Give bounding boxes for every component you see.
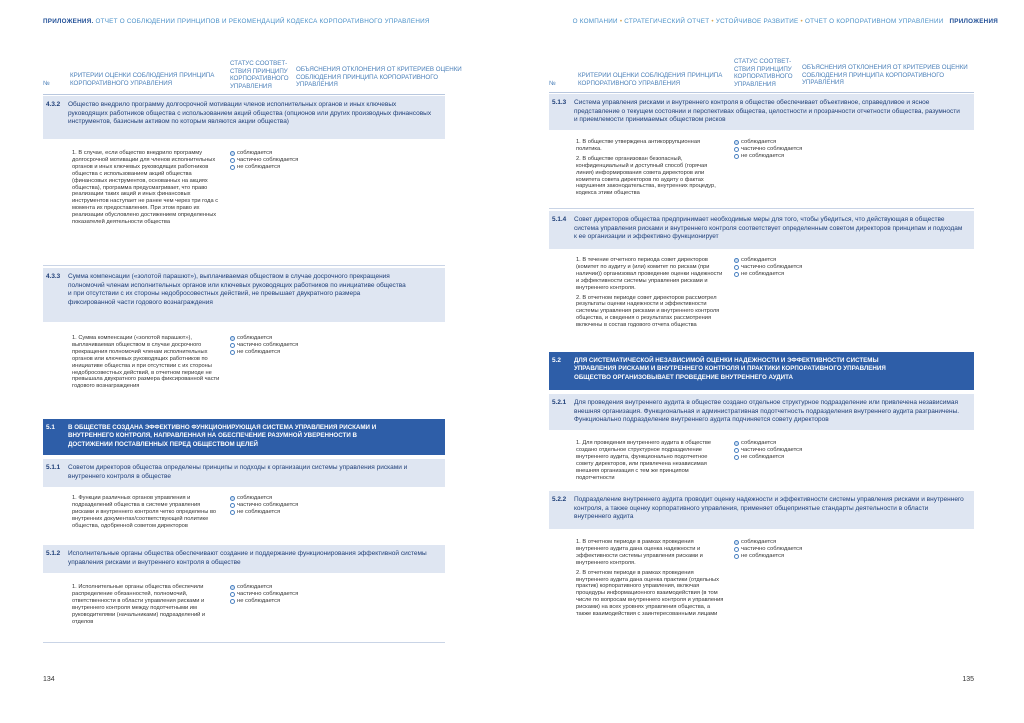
principle-row-5-2 bbox=[549, 352, 974, 390]
right-page: О КОМПАНИИ • СТРАТЕГИЧЕСКИЙ ОТЧЕТ • УСТОЙЧИВОЕ РАЗВИТИЕ • ОТЧЕТ О КОРПОРАТИВНОМ УПРАВЛЕНИИ ПРИЛОЖЕНИЯ № КРИТЕРИИ ОЦЕНКИ СОБЛЮДЕНИЯ ПРИНЦИПА КОРПОРАТИВНОГО УПРАВЛЕНИЯ СТАТУС СООТВЕТ-СТВИЯ ПРИНЦИПУ КОРПОРАТИВНОГО УПРАВЛЕНИЯ ОБЪЯСНЕНИЯ ОТКЛОНЕНИЯ ОТ КРИТЕРИЕВ ОЦЕНКИ СОБЛЮДЕНИЯ ПРИНЦИПА КОРПОРАТИВНОГО УПРАВЛЕНИЯ 5.1.3 Система управления рисками и внутреннего контроля в обществе обеспечивает объективное, справедливое и ясное представление о текущем состоянии и перспективах общества, целостности и прозрачности отчетности общества, разумности и приемлемости принимаемых обществом рисков 1. В обществе утверждена антикоррупционная политика. 2. В обществе организован безопасный, конфиденциальный и доступный способ (горячая линия) информирования совета директоров или комитета совета директоров по аудиту о фактах нарушения законодательства, внутренних процедур, кодекса этики общества соблюдается частично соблюдается не соблюдается 5.1.4 Совет директоров общества предпринимает необходимые меры для того, чтобы убедиться, что действующая в обществе система управления рисками и внутреннего контроля соответствует определенным советом директоров принципам и подходам к ее организации и эффективно функционирует 1. В течение отчетного периода совет директоров (комитет по аудиту и (или) комитет по рискам (при наличии)) организовал проведение оценки надежности и эффективности системы управления рисками и внутреннего контроля. 2. В отчетном периоде совет директоров рассмотрел результаты оценки надежности и эффективности системы управления рисками и внутреннего контроля общества, и сведения о результатах рассмотрения включены в состав годового отчета общества соблюдается частично соблюдается не соблюдается 5.2 ДЛЯ СИСТЕМАТИЧЕСКОЙ НЕЗАВИСИМОЙ ОЦЕНКИ НАДЕЖНОСТИ И ЭФФЕКТИВНОСТИ СИСТЕМЫ УПРАВЛЕНИЯ РИСКАМИ И ВНУТРЕННЕГО КОНТРОЛЯ И ПРАКТИКИ КОРПОРАТИВНОГО УПРАВЛЕНИЯ ОБЩЕСТВО ОРГАНИЗОВЫВАЕТ ПРОВЕДЕНИЕ ВНУТРЕННЕГО АУДИТА 5.2.1 Для проведения внутреннего аудита в обществе создано отдельное структурное подразделение или привлечена независимая внешняя организация. Функциональная и административная подотчетность подразделения внутреннего аудита разграничены. Функционально подразделение внутреннего аудита подчиняется совету директоров 1. Для проведения внутреннего аудита в обществе создано отдельное структурное подразделение внутреннего аудита, функционально подотчетное совету директоров, или привлечена независимая внешняя организация с тем же принципом подотчетности соблюдается частично соблюдается не соблюдается 5.2.2 Подразделение внутреннего аудита проводит оценку надежности и эффективности системы управления рисками и внутреннего контроля, а также оценку корпоративного управления, применяет общепринятые стандарты деятельности в области внутреннего аудита 1. В отчетном периоде в рамках проведения внутреннего аудита дана оценка надежности и эффективности системы управления рисками и внутреннего контроля. 2. В отчетном периоде в рамках проведения внутреннего аудита дана оценка практики (отдельных практик) корпоративного управления, включая процедуры информационного взаимодействия (в том числе по вопросам внутреннего контроля и управления рисками) на всех уровнях управления общества, а также взаимодействия с заинтересованными лицами соблюдается частично соблюдается не соблюдается 135 bbox=[512, 0, 1024, 723]
running-header-left bbox=[43, 18, 430, 25]
principle-row-4-3-3 bbox=[43, 268, 445, 322]
status-partial: частично соблюдается bbox=[734, 146, 802, 153]
status-group bbox=[734, 257, 802, 278]
radio-icon bbox=[734, 265, 739, 270]
principle-text: Совет директоров общества предпринимает необходимые меры для того, чтобы убедиться, что действующая в обществе система управления рисками и внутреннего контроля соответствует определенным советом директоров принципам и подходам к ее организации и эффективно функционирует bbox=[574, 216, 963, 241]
radio-icon bbox=[230, 510, 235, 515]
status-complied: соблюдается bbox=[734, 539, 802, 546]
status-complied: соблюдается bbox=[734, 139, 802, 146]
criteria-cell bbox=[576, 257, 726, 329]
status-complied: соблюдается bbox=[230, 335, 298, 342]
nav-strategic-report[interactable]: СТРАТЕГИЧЕСКИЙ ОТЧЕТ bbox=[624, 18, 710, 25]
principle-text: В ОБЩЕСТВЕ СОЗДАНА ЭФФЕКТИВНО ФУНКЦИОНИРУЮЩАЯ СИСТЕМА УПРАВЛЕНИЯ РИСКАМИ И ВНУТРЕННЕГО КОНТРОЛЯ, НАПРАВЛЕННАЯ НА ОБЕСПЕЧЕНИЕ РАЗУМНОЙ УВЕРЕННОСТИ В ДОСТИЖЕНИИ ПОСТАВЛЕННЫХ ПЕРЕД ОБЩЕСТВОМ ЦЕЛЕЙ bbox=[68, 424, 377, 448]
status-group bbox=[734, 539, 802, 560]
criteria-cell bbox=[72, 335, 222, 390]
radio-icon bbox=[230, 599, 235, 604]
status-partial: частично соблюдается bbox=[230, 342, 298, 349]
status-complied: соблюдается bbox=[734, 257, 802, 264]
principle-number: 5.1.4 bbox=[552, 216, 567, 223]
nav-governance-report[interactable]: ОТЧЕТ О КОРПОРАТИВНОМ УПРАВЛЕНИИ bbox=[804, 18, 944, 25]
principle-number: 4.3.3 bbox=[46, 273, 61, 280]
nav-about[interactable]: О КОМПАНИИ bbox=[572, 18, 618, 25]
radio-icon bbox=[734, 554, 739, 559]
criteria-cell bbox=[576, 440, 726, 481]
principle-number: 5.1.2 bbox=[46, 550, 61, 557]
principle-text: Исполнительные органы общества обеспечивают создание и поддержание функционирования эффективной системы управления рисками и внутреннего контроля в обществе bbox=[68, 550, 427, 566]
radio-checked-icon bbox=[230, 336, 235, 341]
principle-text: Советом директоров общества определены принципы и подходы к организации системы управления рисками и внутреннего контроля в обществе bbox=[68, 464, 408, 480]
status-partial: частично соблюдается bbox=[230, 157, 298, 164]
radio-checked-icon bbox=[734, 140, 739, 145]
radio-icon bbox=[734, 547, 739, 552]
col-status-header: СТАТУС СООТВЕТ-СТВИЯ ПРИНЦИПУ КОРПОРАТИВНОГО УПРАВЛЕНИЯ bbox=[230, 60, 289, 90]
radio-icon bbox=[230, 503, 235, 508]
principle-number: 4.3.2 bbox=[46, 101, 61, 108]
radio-checked-icon bbox=[230, 585, 235, 590]
principle-row-5-1-1 bbox=[43, 459, 445, 487]
running-header-right: О КОМПАНИИ • СТРАТЕГИЧЕСКИЙ ОТЧЕТ • УСТОЙЧИВОЕ РАЗВИТИЕ • ОТЧЕТ О КОРПОРАТИВНОМ УПРАВЛЕНИИ ПРИЛОЖЕНИЯ bbox=[572, 18, 998, 25]
col-status-header: СТАТУС СООТВЕТ-СТВИЯ ПРИНЦИПУ КОРПОРАТИВНОГО УПРАВЛЕНИЯ bbox=[734, 58, 793, 88]
criterion-text: 1. Для проведения внутреннего аудита в обществе создано отдельное структурное подразделение внутреннего аудита, функционально подотчетное совету директоров, или привлечена независимая внешняя организация с тем же принципом подотчетности bbox=[576, 440, 711, 481]
criteria-cell bbox=[72, 150, 222, 226]
criteria-cell bbox=[72, 584, 222, 625]
status-not-complied: не соблюдается bbox=[734, 553, 802, 560]
criterion-text: 1. Исполнительные органы общества обеспечили распределение обязанностей, полномочий, ответственности в области управления рисками и внутреннего контроля между подотчетными им руководителями (начальниками) подразделений и отделов bbox=[72, 584, 206, 625]
principle-row-4-3-2 bbox=[43, 96, 445, 139]
principle-row-5-1-4 bbox=[549, 211, 974, 249]
radio-checked-icon bbox=[734, 540, 739, 545]
principle-number: 5.2.2 bbox=[552, 496, 567, 503]
status-partial: частично соблюдается bbox=[230, 591, 298, 598]
principle-row-5-2-2 bbox=[549, 491, 974, 529]
status-group bbox=[230, 335, 298, 356]
status-not-complied: не соблюдается bbox=[734, 454, 802, 461]
left-page: ПРИЛОЖЕНИЯ. ОТЧЕТ О СОБЛЮДЕНИИ ПРИНЦИПОВ И РЕКОМЕНДАЦИЙ КОДЕКСА КОРПОРАТИВНОГО УПРАВЛЕНИЯ № КРИТЕРИИ ОЦЕНКИ СОБЛЮДЕНИЯ ПРИНЦИПА КОРПОРАТИВНОГО УПРАВЛЕНИЯ СТАТУС СООТВЕТ-СТВИЯ ПРИНЦИПУ КОРПОРАТИВНОГО УПРАВЛЕНИЯ ОБЪЯСНЕНИЯ ОТКЛОНЕНИЯ ОТ КРИТЕРИЕВ ОЦЕНКИ СОБЛЮДЕНИЯ ПРИНЦИПА КОРПОРАТИВНОГО УПРАВЛЕНИЯ 4.3.2 Общество внедрило программу долгосрочной мотивации членов исполнительных органов и иных ключевых руководящих работников общества с использованием акций общества (опционов или других производных финансовых инструментов, базисным активом по которым являются акции общества) 1. В случае, если общество внедрило программу долгосрочной мотивации для членов исполнительных органов и иных ключевых руководящих работников общества с использованием акций общества (финансовых инструментов, основанных на акциях общества), программа предусматривает, что право реализации таких акций и иных финансовых инструментов наступает не ранее чем через три года с момента их предоставления. При этом право их реализации обусловлено достижением определенных показателей деятельности общества соблюдается частично соблюдается не соблюдается 4.3.3 Сумма компенсации («золотой парашют»), выплачиваемая обществом в случае досрочного прекращения полномочий членам исполнительных органов или ключевых руководящих работников по инициативе общества и при отсутствии с их стороны недобросовестных действий, не превышает двукратного размера фиксированной части годового вознаграждения 1. Сумма компенсации («золотой парашют»), выплачиваемая обществом в случае досрочного прекращения полномочий членам исполнительных органов или ключевых руководящих работников по инициативе общества и при отсутствии с их стороны недобросовестных действий, в отчетном периоде не превышала двукратного размера фиксированной части годового вознаграждения соблюдается частично соблюдается не соблюдается 5.1 В ОБЩЕСТВЕ СОЗДАНА ЭФФЕКТИВНО ФУНКЦИОНИРУЮЩАЯ СИСТЕМА УПРАВЛЕНИЯ РИСКАМИ И ВНУТРЕННЕГО КОНТРОЛЯ, НАПРАВЛЕННАЯ НА ОБЕСПЕЧЕНИЕ РАЗУМНОЙ УВЕРЕННОСТИ В ДОСТИЖЕНИИ ПОСТАВЛЕННЫХ ПЕРЕД ОБЩЕСТВОМ ЦЕЛЕЙ 5.1.1 Советом директоров общества определены принципы и подходы к организации системы управления рисками и внутреннего контроля в обществе 1. Функции различных органов управления и подразделений общества в системе управления рисками и внутреннего контроля четко определены во внутренних документах/соответствующей политике общества, одобренной советом директоров соблюдается частично соблюдается не соблюдается 5.1.2 Исполнительные органы общества обеспечивают создание и поддержание функционирования эффективной системы управления рисками и внутреннего контроля в обществе 1. Исполнительные органы общества обеспечили распределение обязанностей, полномочий, ответственности в области управления рисками и внутреннего контроля между подотчетными им руководителями (начальниками) подразделений и отделов соблюдается частично соблюдается не соблюдается 134 bbox=[0, 0, 512, 723]
criterion-text: 2. В отчетном периоде совет директоров рассмотрел результаты оценки надежности и эффективности системы управления рисками и внутреннего контроля общества, и сведения о результатах рассмотрения включены в состав годового отчета общества bbox=[576, 294, 720, 329]
status-complied: соблюдается bbox=[230, 584, 298, 591]
principle-number: 5.1 bbox=[46, 424, 55, 431]
criteria-cell bbox=[576, 139, 726, 197]
radio-icon bbox=[734, 448, 739, 453]
status-complied: соблюдается bbox=[734, 440, 802, 447]
header-section: ПРИЛОЖЕНИЯ. bbox=[43, 18, 94, 25]
criteria-cell bbox=[576, 539, 726, 618]
col-explanation-header: ОБЪЯСНЕНИЯ ОТКЛОНЕНИЯ ОТ КРИТЕРИЕВ ОЦЕНКИ СОБЛЮДЕНИЯ ПРИНЦИПА КОРПОРАТИВНОГО УПРАВЛЕНИЯ bbox=[296, 66, 462, 89]
status-not-complied: не соблюдается bbox=[230, 164, 298, 171]
criterion-text: 1. В отчетном периоде в рамках проведения внутреннего аудита дана оценка надежности и эффективности системы управления рисками и внутреннего контроля. bbox=[576, 539, 703, 566]
principle-text: ДЛЯ СИСТЕМАТИЧЕСКОЙ НЕЗАВИСИМОЙ ОЦЕНКИ НАДЕЖНОСТИ И ЭФФЕКТИВНОСТИ СИСТЕМЫ УПРАВЛЕНИЯ РИСКАМИ И ВНУТРЕННЕГО КОНТРОЛЯ И ПРАКТИКИ КОРПОРАТИВНОГО УПРАВЛЕНИЯ ОБЩЕСТВО ОРГАНИЗОВЫВАЕТ ПРОВЕДЕНИЕ ВНУТРЕННЕГО АУДИТА bbox=[574, 357, 886, 381]
nav-appendices[interactable]: ПРИЛОЖЕНИЯ bbox=[949, 18, 998, 25]
col-explanation-header: ОБЪЯСНЕНИЯ ОТКЛОНЕНИЯ ОТ КРИТЕРИЕВ ОЦЕНКИ СОБЛЮДЕНИЯ ПРИНЦИПА КОРПОРАТИВНОГО УПРАВЛЕНИЯ bbox=[802, 64, 968, 87]
nav-sustainability[interactable]: УСТОЙЧИВОЕ РАЗВИТИЕ bbox=[715, 18, 799, 25]
status-complied: соблюдается bbox=[230, 150, 298, 157]
principle-row-5-1-3 bbox=[549, 94, 974, 130]
principle-text: Общество внедрило программу долгосрочной мотивации членов исполнительных органов и иных ключевых руководящих работников общества с использованием акций общества (опционов или других производных финансовых инструментов, базисным активом по которым являются акции общества) bbox=[68, 101, 432, 126]
criterion-text: 1. В обществе утверждена антикоррупционная политика. bbox=[576, 139, 701, 152]
principle-text: Сумма компенсации («золотой парашют»), выплачиваемая обществом в случае досрочного прекращения полномочий членам исполнительных органов или ключевых руководящих работников по инициативе общества и при отсутствии с их стороны недобросовестных действий, не превышает двукратного размера фиксированной части годового вознаграждения bbox=[68, 273, 406, 306]
radio-checked-icon bbox=[734, 441, 739, 446]
radio-icon bbox=[230, 165, 235, 170]
status-group bbox=[734, 440, 802, 461]
principle-number: 5.2.1 bbox=[552, 399, 567, 406]
criteria-cell bbox=[72, 495, 222, 530]
criterion-text: 1. Сумма компенсации («золотой парашют»), выплачиваемая обществом в случае досрочного прекращения полномочий членам исполнительных органов или ключевых руководящих работников по инициативе общества и при отсутствии с их стороны недобросовестных действий, в отчетном периоде не превышала двукратного размера фиксированной части годового вознаграждения bbox=[72, 335, 220, 390]
status-complied: соблюдается bbox=[230, 495, 298, 502]
principle-number: 5.2 bbox=[552, 357, 561, 364]
principle-row-5-1-2 bbox=[43, 545, 445, 573]
principle-text: Система управления рисками и внутреннего контроля в обществе обеспечивает объективное, справедливое и ясное представление о текущем состоянии и перспективах общества, целостности и прозрачности отчетности общества, разумности и приемлемости принимаемых обществом рисков bbox=[574, 99, 960, 124]
status-not-complied: не соблюдается bbox=[230, 509, 298, 516]
status-partial: частично соблюдается bbox=[230, 502, 298, 509]
status-group bbox=[230, 150, 298, 171]
radio-icon bbox=[734, 147, 739, 152]
page-number: 135 bbox=[962, 676, 974, 683]
status-not-complied: не соблюдается bbox=[230, 349, 298, 356]
radio-icon bbox=[230, 592, 235, 597]
status-group bbox=[230, 584, 298, 605]
header-title: ОТЧЕТ О СОБЛЮДЕНИИ ПРИНЦИПОВ И РЕКОМЕНДАЦИЙ КОДЕКСА КОРПОРАТИВНОГО УПРАВЛЕНИЯ bbox=[95, 18, 430, 25]
col-criteria-header: КРИТЕРИИ ОЦЕНКИ СОБЛЮДЕНИЯ ПРИНЦИПА КОРПОРАТИВНОГО УПРАВЛЕНИЯ bbox=[70, 72, 215, 87]
criterion-text: 2. В отчетном периоде в рамках проведения внутреннего аудита дана оценка практики (отдельных практик) корпоративного управления, включая процедуры информационного взаимодействия (в том числе по вопросам внутреннего контроля и управления рисками) на всех уровнях управления общества, а также взаимодействия с заинтересованными лицами bbox=[576, 569, 724, 618]
criterion-text: 1. Функции различных органов управления и подразделений общества в системе управления рисками и внутреннего контроля четко определены во внутренних документах/соответствующей политике общества, одобренной советом директоров bbox=[72, 495, 217, 529]
radio-icon bbox=[734, 154, 739, 159]
principle-number: 5.1.3 bbox=[552, 99, 567, 106]
principle-row-5-1 bbox=[43, 419, 445, 455]
status-group bbox=[230, 495, 298, 516]
principle-text: Для проведения внутреннего аудита в обществе создано отдельное структурное подразделение или привлечена независимая внешняя организация. Функциональная и административная подотчетность подразделения внутреннего аудита разграничены. Функционально подразделение внутреннего аудита подчиняется совету директоров bbox=[574, 399, 960, 424]
status-group bbox=[734, 139, 802, 160]
page-number: 134 bbox=[43, 676, 55, 683]
radio-icon bbox=[230, 343, 235, 348]
principle-text: Подразделение внутреннего аудита проводит оценку надежности и эффективности системы управления рисками и внутреннего контроля, а также оценку корпоративного управления, применяет общепринятые стандарты деятельности в области внутреннего аудита bbox=[574, 496, 964, 521]
col-criteria-header: КРИТЕРИИ ОЦЕНКИ СОБЛЮДЕНИЯ ПРИНЦИПА КОРПОРАТИВНОГО УПРАВЛЕНИЯ bbox=[578, 72, 723, 87]
status-partial: частично соблюдается bbox=[734, 546, 802, 553]
radio-checked-icon bbox=[734, 258, 739, 263]
radio-icon bbox=[734, 455, 739, 460]
status-not-complied: не соблюдается bbox=[230, 598, 298, 605]
radio-checked-icon bbox=[230, 496, 235, 501]
radio-icon bbox=[230, 350, 235, 355]
status-partial: частично соблюдается bbox=[734, 447, 802, 454]
criterion-text: 1. В случае, если общество внедрило программу долгосрочной мотивации для членов исполнительных органов и иных ключевых руководящих работников общества с использованием акций общества (финансовых инструментов, основанных на акциях общества), программа предусматривает, что право реализации таких акций и иных финансовых инструментов наступает не ранее чем через три года с момента их предоставления. При этом право их реализации обусловлено достижением определенных показателей деятельности общества bbox=[72, 150, 219, 226]
principle-row-5-2-1 bbox=[549, 394, 974, 430]
criterion-text: 2. В обществе организован безопасный, конфиденциальный и доступный способ (горячая линия) информирования совета директоров или комитета совета директоров по аудиту о фактах нарушения законодательства, внутренних процедур, кодекса этики общества bbox=[576, 155, 716, 197]
radio-icon bbox=[734, 272, 739, 277]
radio-icon bbox=[230, 158, 235, 163]
criterion-text: 1. В течение отчетного периода совет директоров (комитет по аудиту и (или) комитет по рискам (при наличии)) организовал проведение оценки надежности и эффективности системы управления рисками и внутреннего контроля. bbox=[576, 257, 723, 291]
status-not-complied: не соблюдается bbox=[734, 153, 802, 160]
principle-number: 5.1.1 bbox=[46, 464, 61, 471]
status-partial: частично соблюдается bbox=[734, 264, 802, 271]
status-not-complied: не соблюдается bbox=[734, 271, 802, 278]
radio-checked-icon bbox=[230, 151, 235, 156]
